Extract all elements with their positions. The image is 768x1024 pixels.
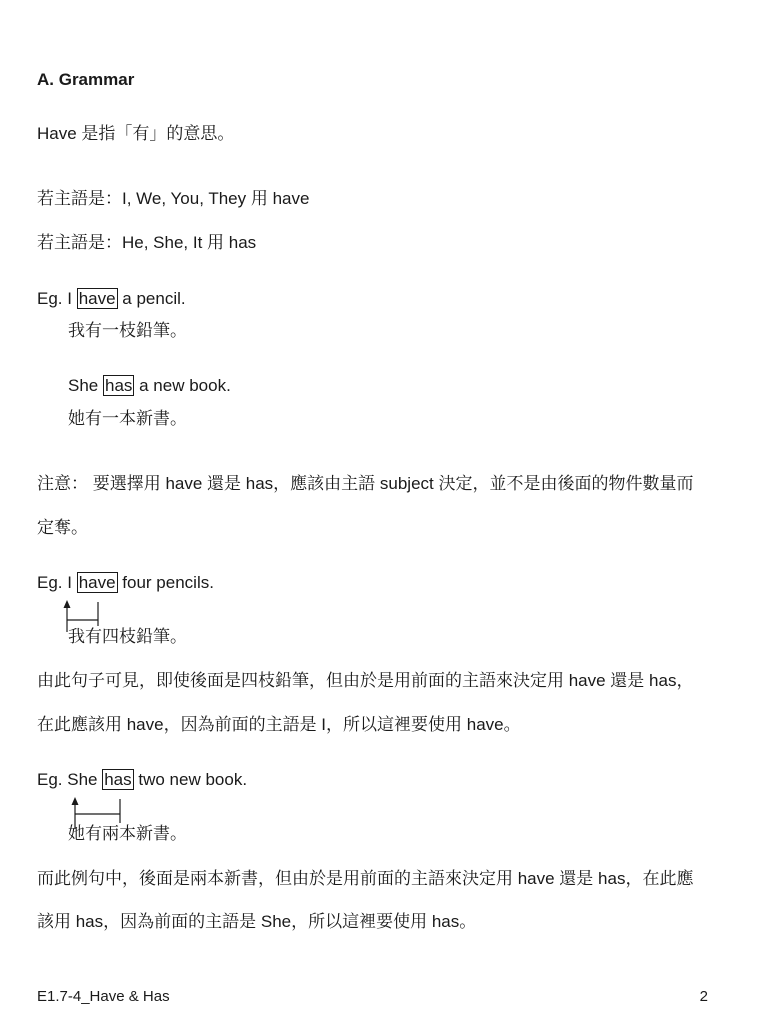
intro-text: Have 是指「有」的意思。 xyxy=(37,124,235,143)
example-1-sentence xyxy=(37,288,186,310)
example-4-suffix: two new book. xyxy=(133,770,248,789)
explanation-1-line-1: 由此句子可見，即使後面是四枝鉛筆，但由於是用前面的主語來決定用 have 還是 has， xyxy=(37,671,694,690)
example-3-prefix: Eg. I xyxy=(37,573,77,592)
explanation-2-line-2: 該用 has，因為前面的主語是 She，所以這裡要使用 has。 xyxy=(37,912,477,931)
example-2-translation: 她有一本新書。 xyxy=(68,409,187,428)
footer-page-number: 2 xyxy=(699,988,708,1005)
example-3-sentence xyxy=(37,572,214,594)
example-4-verb-box: has xyxy=(104,770,132,789)
example-4-translation: 她有兩本新書。 xyxy=(68,824,187,843)
rule-singular-subjects: 若主語是：He, She, It 用 has xyxy=(37,233,257,252)
example-3-verb-box: have xyxy=(78,573,116,592)
footer-document-id: E1.7-4_Have & Has xyxy=(37,988,170,1005)
example-3-translation: 我有四枝鉛筆。 xyxy=(68,627,187,646)
explanation-1-line-2: 在此應該用 have，因為前面的主語是 I，所以這裡要使用 have。 xyxy=(37,715,521,734)
note-line-2: 定奪。 xyxy=(37,518,88,537)
example-1-verb-box: have xyxy=(78,289,116,308)
note-line-1: 注意： 要選擇用 have 還是 has，應該由主語 subject 決定，並不是由後面的物件數量而 xyxy=(37,474,694,493)
example-4-sentence xyxy=(37,769,247,791)
example-2-verb-box: has xyxy=(104,376,133,395)
example-2-suffix: a new book. xyxy=(134,376,231,395)
explanation-2-line-1: 而此例句中，後面是兩本新書，但由於是用前面的主語來決定用 have 還是 has，在此應 xyxy=(37,869,694,888)
example-1-translation: 我有一枝鉛筆。 xyxy=(68,321,187,340)
rule-plural-subjects: 若主語是：I, We, You, They 用 have xyxy=(37,189,310,208)
example-3-suffix: four pencils. xyxy=(117,573,214,592)
example-1-prefix: Eg. I xyxy=(37,289,77,308)
section-heading: A. Grammar xyxy=(37,70,135,89)
example-2-sentence xyxy=(68,375,231,397)
example-4-prefix: Eg. She xyxy=(37,770,103,789)
example-2-prefix: She xyxy=(68,376,103,395)
example-1-suffix: a pencil. xyxy=(117,289,186,308)
